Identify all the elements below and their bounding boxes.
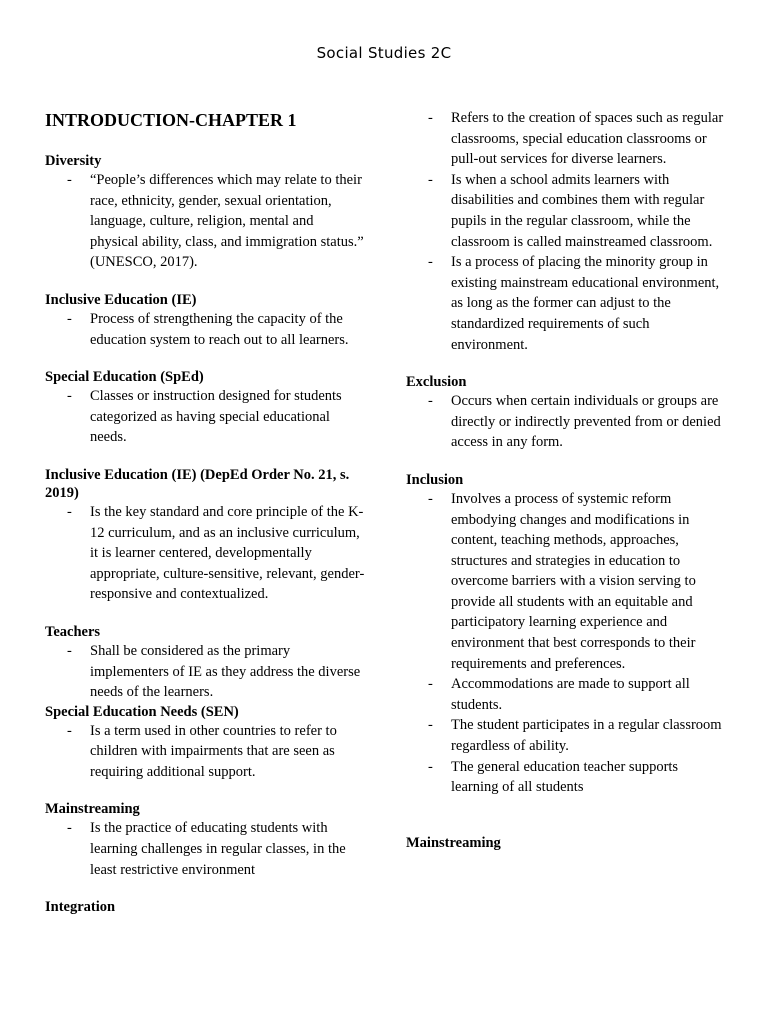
bullet-text: Shall be considered as the primary implementers of IE as they address the diverse needs of the learners.	[90, 642, 361, 701]
bullet-item	[45, 386, 365, 448]
right-column	[406, 108, 726, 852]
bullet-text: Is the practice of educating students with learning challenges in regular classes, in the least restrictive environment	[90, 820, 346, 878]
dash-marker: -	[428, 254, 433, 271]
bullet-item	[406, 170, 726, 252]
section-heading: Mainstreaming	[45, 801, 140, 818]
bullet-item	[45, 721, 365, 783]
chapter-title: INTRODUCTION-CHAPTER 1	[45, 110, 297, 130]
bullet-list	[45, 309, 365, 350]
bullet-list	[45, 170, 365, 273]
bullet-item	[406, 674, 726, 715]
bullet-item	[45, 641, 365, 703]
dash-marker: -	[67, 503, 72, 520]
page-header: Social Studies 2C	[316, 44, 452, 62]
dash-marker: -	[428, 110, 433, 126]
section-heading: Mainstreaming	[406, 834, 501, 851]
dash-marker: -	[428, 490, 433, 507]
section-heading: Integration	[45, 899, 116, 916]
bullet-text: The student participates in a regular classroom regardless of ability.	[451, 717, 722, 755]
bullet-item	[45, 818, 365, 880]
dash-marker: -	[67, 388, 72, 405]
bullet-list	[406, 489, 726, 798]
dash-marker: -	[428, 393, 433, 410]
bullet-text: Is when a school admits learners with disabilities and combines them with regular pupils in the regular classroom, while the classroom is called mainstreamed classroom.	[451, 171, 713, 250]
bullet-list	[45, 641, 365, 703]
bullet-item	[406, 489, 726, 674]
bullet-item	[45, 309, 365, 350]
section-heading: Diversity	[45, 153, 102, 169]
dash-marker: -	[428, 717, 433, 734]
bullet-item	[45, 502, 365, 605]
bullet-text: Accommodations are made to support all students.	[451, 676, 690, 713]
dash-marker: -	[67, 642, 72, 659]
bullet-text: Is a process of placing the minority group in existing mainstream educational environment, as long as the former can adjust to the standardized requirements of such environment.	[451, 254, 720, 353]
section-heading: Inclusive Education (IE)	[45, 291, 197, 308]
bullet-list	[45, 502, 365, 605]
bullet-list	[45, 386, 365, 448]
dash-marker: -	[428, 171, 433, 188]
section-heading: Teachers	[45, 623, 101, 640]
bullet-item	[406, 252, 726, 355]
bullet-text: Refers to the creation of spaces such as regular classrooms, special education classrooms or pull-out services for diverse learners.	[451, 110, 724, 168]
bullet-text: Process of strengthening the capacity of the education system to reach out to all learners.	[90, 310, 349, 348]
bullet-item	[406, 757, 726, 798]
bullet-text: Involves a process of systemic reform embodying changes and modifications in content, teaching methods, approaches, structures and strategies in education to overcome barriers with a vision serving to provide all students with an equitable and participatory learning experience and environment that best corresponds to their requirements and preferences.	[451, 490, 696, 672]
left-column	[45, 108, 365, 916]
bullet-item	[406, 715, 726, 756]
dash-marker: -	[428, 758, 433, 775]
bullet-item	[406, 108, 726, 170]
bullet-list	[406, 391, 726, 453]
section-heading: Exclusion	[406, 374, 467, 391]
bullet-text: Is a term used in other countries to refer to children with impairments that are seen as requiring additional support.	[90, 722, 337, 780]
bullet-list	[406, 108, 726, 355]
bullet-item	[406, 391, 726, 453]
bullet-item	[45, 170, 365, 273]
bullet-list	[45, 721, 365, 783]
bullet-list	[45, 818, 365, 880]
section-heading: Inclusion	[406, 471, 464, 488]
bullet-text: The general education teacher supports learning of all students	[451, 758, 679, 796]
dash-marker: -	[67, 722, 72, 739]
bullet-text: Classes or instruction designed for students categorized as having special educational needs.	[90, 388, 342, 446]
dash-marker: -	[67, 172, 72, 188]
dash-marker: -	[428, 676, 433, 693]
section-heading: Special Education Needs (SEN)	[45, 703, 239, 720]
section-heading: Special Education (SpEd)	[45, 369, 204, 386]
bullet-text: Is the key standard and core principle of the K- 12 curriculum, and as an inclusive curriculum, it is learner centered, developmentally appropriate, culture-sensitive, relevant, gender-responsive and contextualized.	[90, 503, 365, 603]
bullet-text: Occurs when certain individuals or groups are directly or indirectly prevented from or denied access in any form.	[451, 393, 721, 451]
dash-marker: -	[67, 310, 72, 327]
dash-marker: -	[67, 820, 72, 837]
section-heading: Inclusive Education (IE) (DepEd Order No. 21, s. 2019)	[45, 466, 350, 501]
bullet-text: “People’s differences which may relate to their race, ethnicity, gender, sexual orientation, language, culture, religion, mental and physical ability, class, and immigration status.” (UNESCO, 2017).	[90, 172, 364, 271]
